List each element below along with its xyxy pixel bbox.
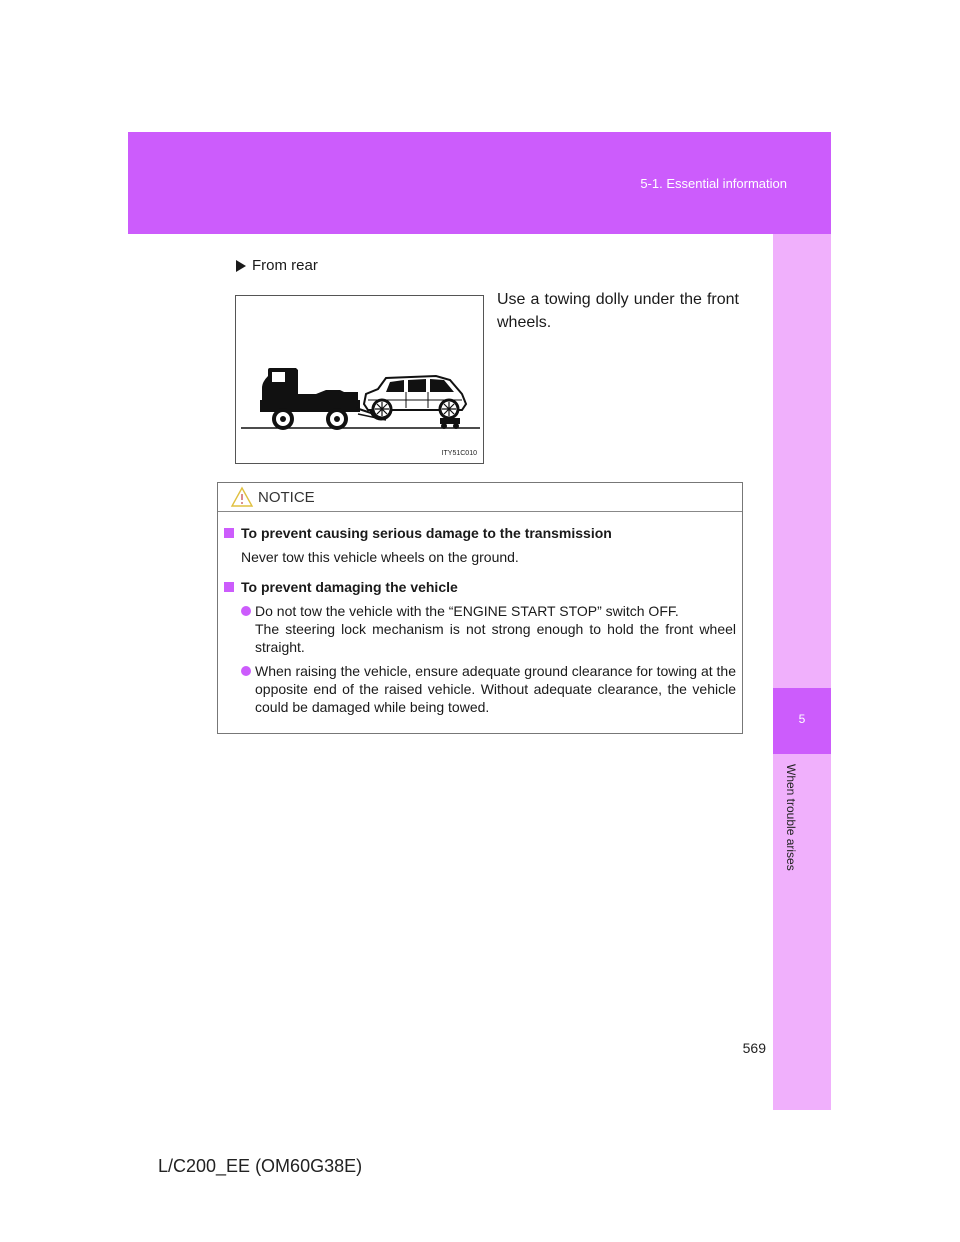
notice-box bbox=[217, 482, 743, 734]
notice-topic-transmission: To prevent causing serious damage to the transmission bbox=[224, 524, 736, 542]
chapter-label: When trouble arises bbox=[784, 764, 798, 871]
page-number: 569 bbox=[742, 1040, 766, 1056]
tow-truck-illustration bbox=[236, 296, 485, 465]
notice-bullet-line: Do not tow the vehicle with the “ENGINE START STOP” switch OFF. bbox=[255, 603, 679, 619]
towing-illustration bbox=[235, 295, 484, 464]
notice-title: NOTICE bbox=[258, 489, 315, 506]
notice-bullet bbox=[224, 602, 736, 656]
description-text: Use a towing dolly under the front wheels. bbox=[497, 291, 739, 331]
section-title: 5-1. Essential information bbox=[640, 176, 787, 191]
notice-topic-transmission-text: Never tow this vehicle wheels on the ground. bbox=[241, 549, 519, 565]
figure-id: ITY51C010 bbox=[441, 450, 477, 457]
arrow-right-icon bbox=[236, 260, 246, 272]
notice-bullet-line: The steering lock mechanism is not strong enough to hold the front wheel straight. bbox=[255, 621, 736, 655]
warning-triangle-icon bbox=[230, 486, 254, 508]
subheading-text: From rear bbox=[252, 257, 318, 274]
subheading bbox=[236, 257, 318, 274]
model-code: L/C200_EE (OM60G38E) bbox=[158, 1156, 363, 1176]
notice-header bbox=[218, 483, 742, 512]
notice-body bbox=[218, 512, 742, 716]
notice-bullet: When raising the vehicle, ensure adequate ground clearance for towing at the opposite end of the raised vehicle. Without adequate clearance, the vehicle could be damaged while being towed. bbox=[224, 662, 736, 716]
notice-topic-vehicle: To prevent damaging the vehicle bbox=[224, 578, 736, 596]
chapter-number: 5 bbox=[798, 712, 806, 726]
chapter-side-tab bbox=[773, 234, 831, 1110]
chapter-number-block[interactable] bbox=[773, 688, 831, 754]
header-band bbox=[128, 132, 831, 234]
